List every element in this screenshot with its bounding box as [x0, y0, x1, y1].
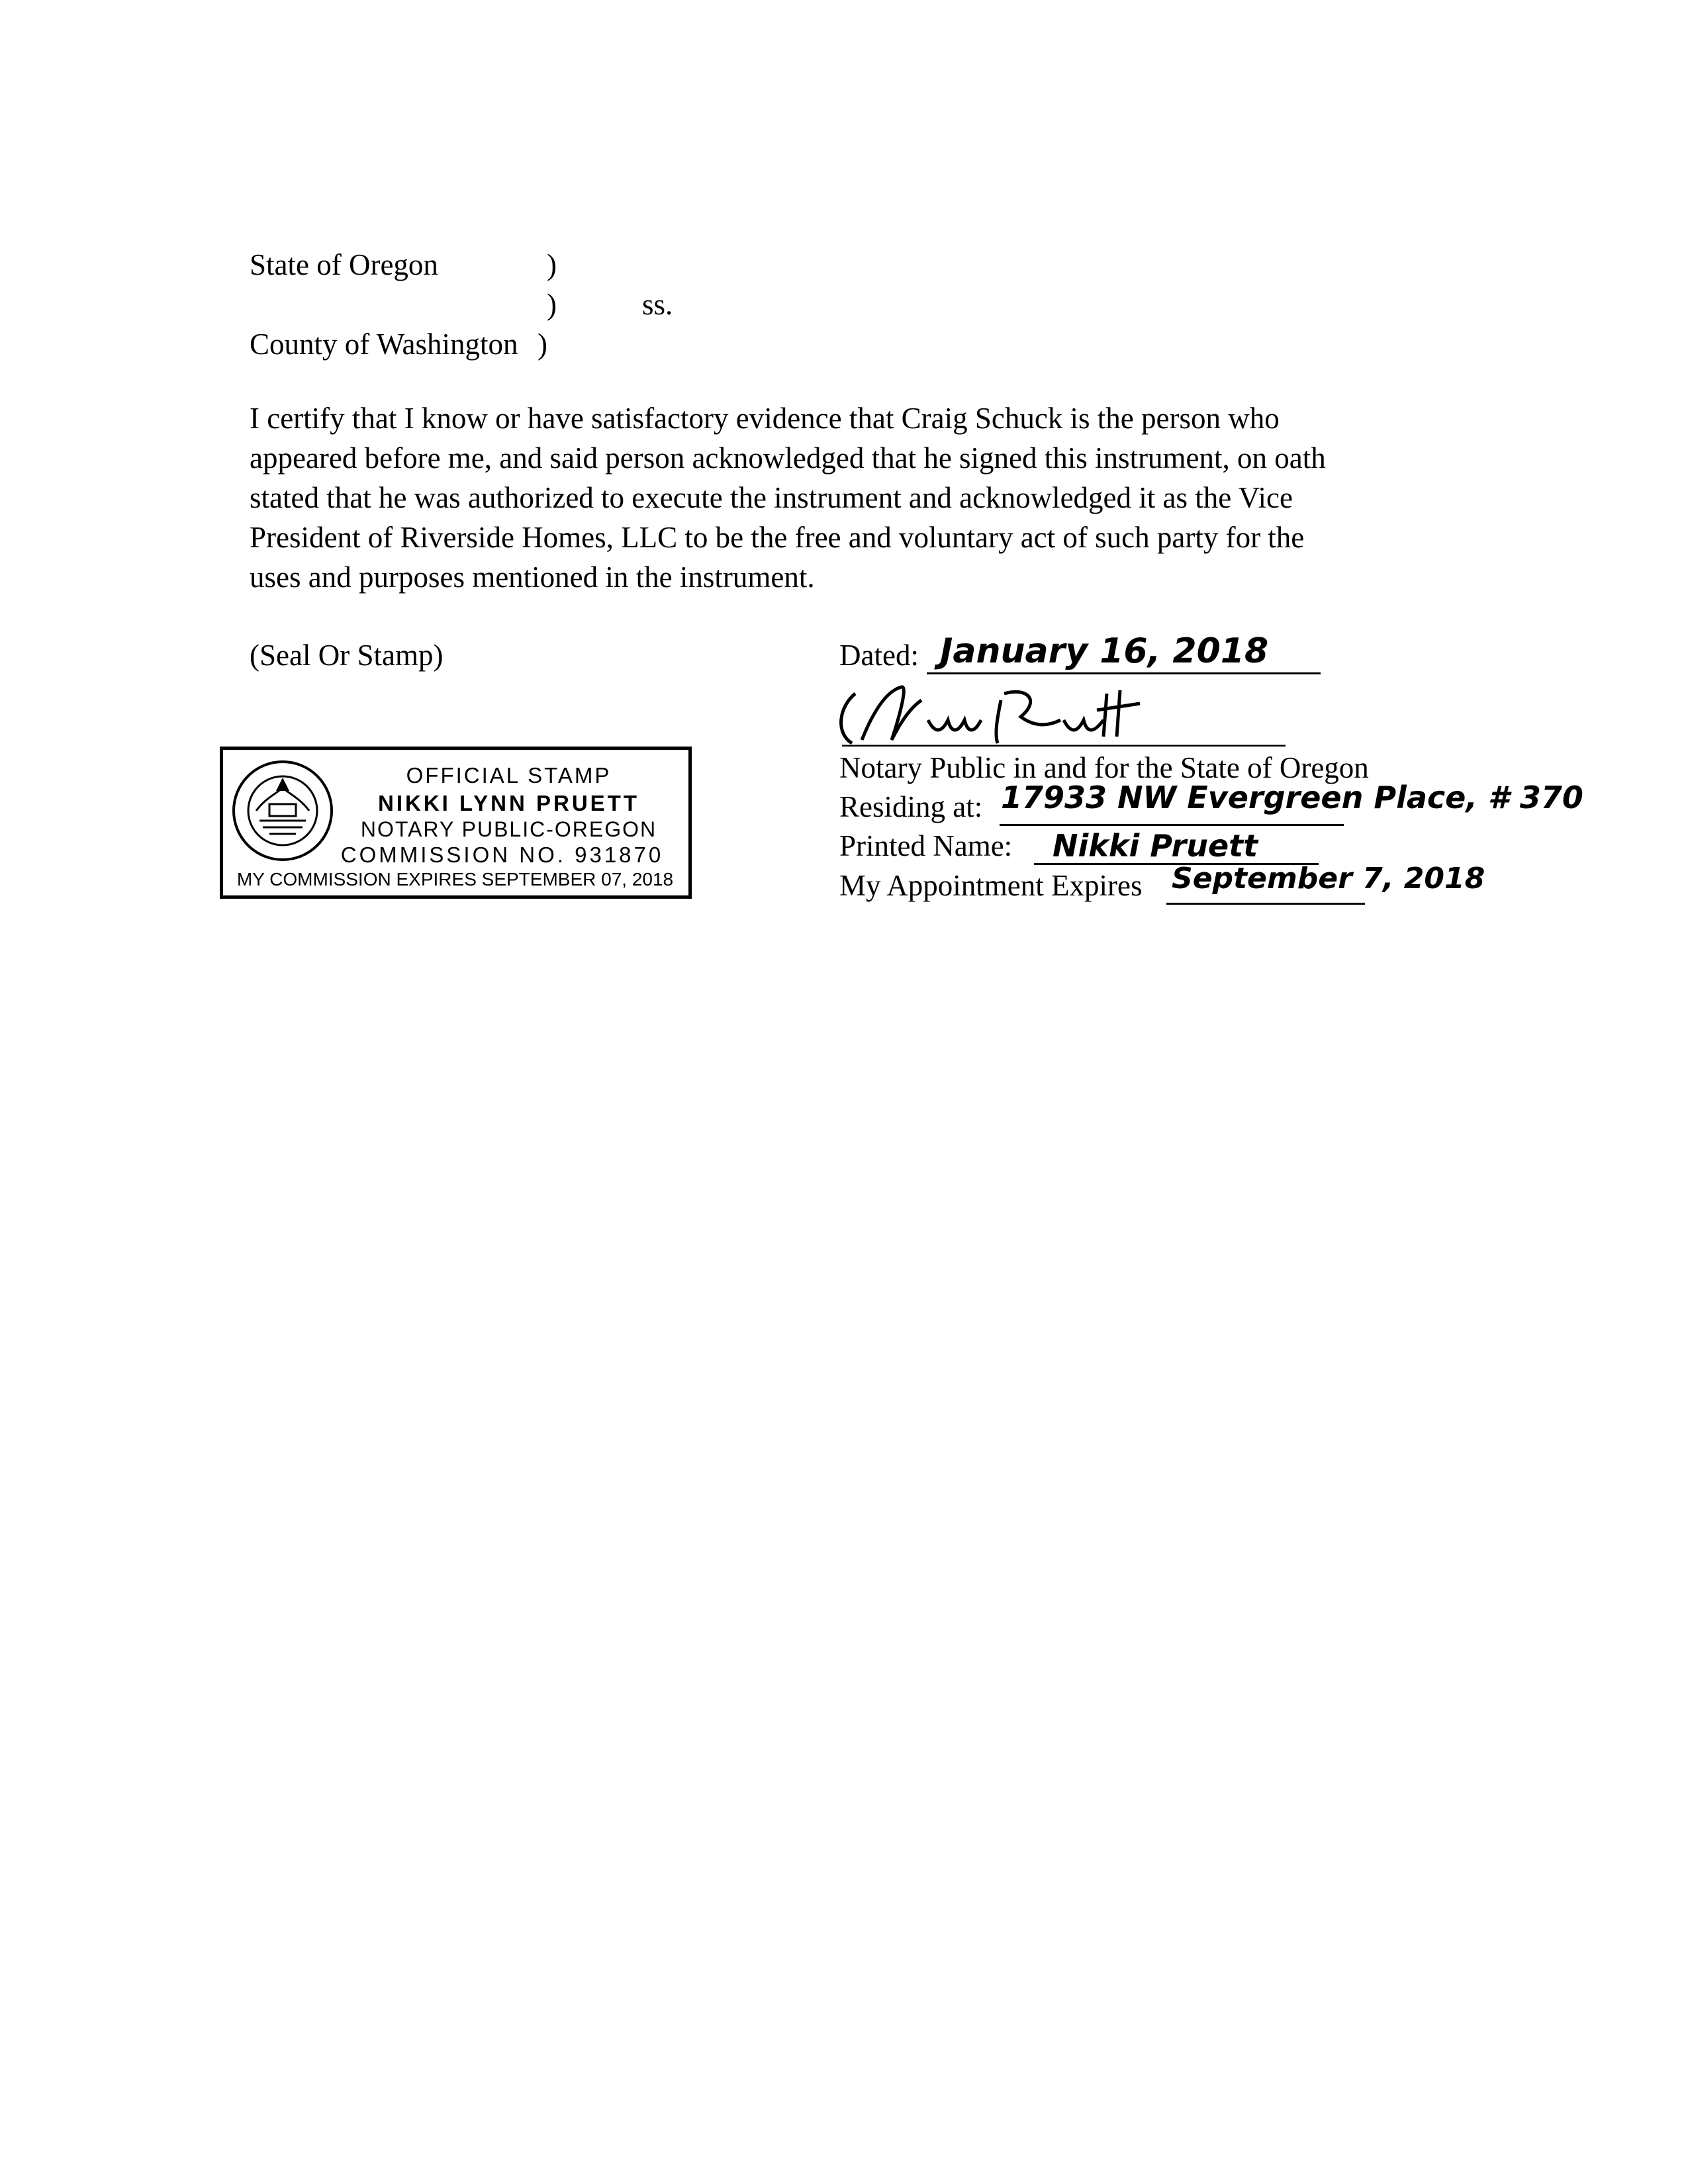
- certification-line: I certify that I know or have satisfactory evidence that Craig Schuck is the person who: [250, 402, 1280, 435]
- dated-label: Dated:: [839, 639, 919, 672]
- certification-paragraph: [250, 398, 1441, 597]
- venue-paren-1: ): [547, 248, 557, 281]
- certification-line: stated that he was authorized to execute the instrument and acknowledged it as the Vice: [250, 481, 1293, 514]
- venue-county: County of Washington: [250, 328, 518, 361]
- dated-line: [927, 672, 1321, 674]
- venue-paren-2: ): [547, 288, 557, 321]
- stamp-line-official: OFFICIAL STAMP: [406, 763, 612, 788]
- stamp-line-name: NIKKI LYNN PRUETT: [378, 791, 639, 815]
- signature-text: [835, 680, 839, 681]
- notary-title: Notary Public in and for the State of Oregon: [839, 751, 1369, 784]
- residing-label: Residing at:: [839, 790, 983, 823]
- state-seal-icon: [230, 758, 336, 864]
- residing-value: 17933 NW Evergreen Place, # 370: [1001, 780, 1583, 815]
- official-stamp: [220, 747, 692, 899]
- residing-line: [1000, 824, 1344, 826]
- certification-line: uses and purposes mentioned in the instrument.: [250, 561, 815, 594]
- venue-state: State of Oregon: [250, 248, 438, 281]
- expires-label: My Appointment Expires: [839, 869, 1143, 902]
- printed-name-value: Nikki Pruett: [1053, 828, 1258, 864]
- venue-paren-3: ): [538, 328, 547, 361]
- signature-image: [835, 680, 1299, 747]
- dated-value: January 16, 2018: [940, 631, 1269, 671]
- expires-line: [1166, 903, 1365, 905]
- stamp-line-commission: COMMISSION NO. 931870: [340, 842, 664, 867]
- expires-value: September 7, 2018: [1172, 862, 1485, 895]
- printed-name-label: Printed Name:: [839, 829, 1013, 862]
- venue-ss: ss.: [642, 288, 673, 321]
- signature-icon: [835, 680, 1299, 747]
- stamp-line-expires: MY COMMISSION EXPIRES SEPTEMBER 07, 2018: [236, 869, 674, 889]
- seal-label: (Seal Or Stamp): [250, 639, 444, 672]
- certification-line: President of Riverside Homes, LLC to be the free and voluntary act of such party for the: [250, 521, 1305, 554]
- certification-line: appeared before me, and said person acknowledged that he signed this instrument, on oath: [250, 441, 1326, 475]
- stamp-line-notary: NOTARY PUBLIC-OREGON: [360, 817, 657, 841]
